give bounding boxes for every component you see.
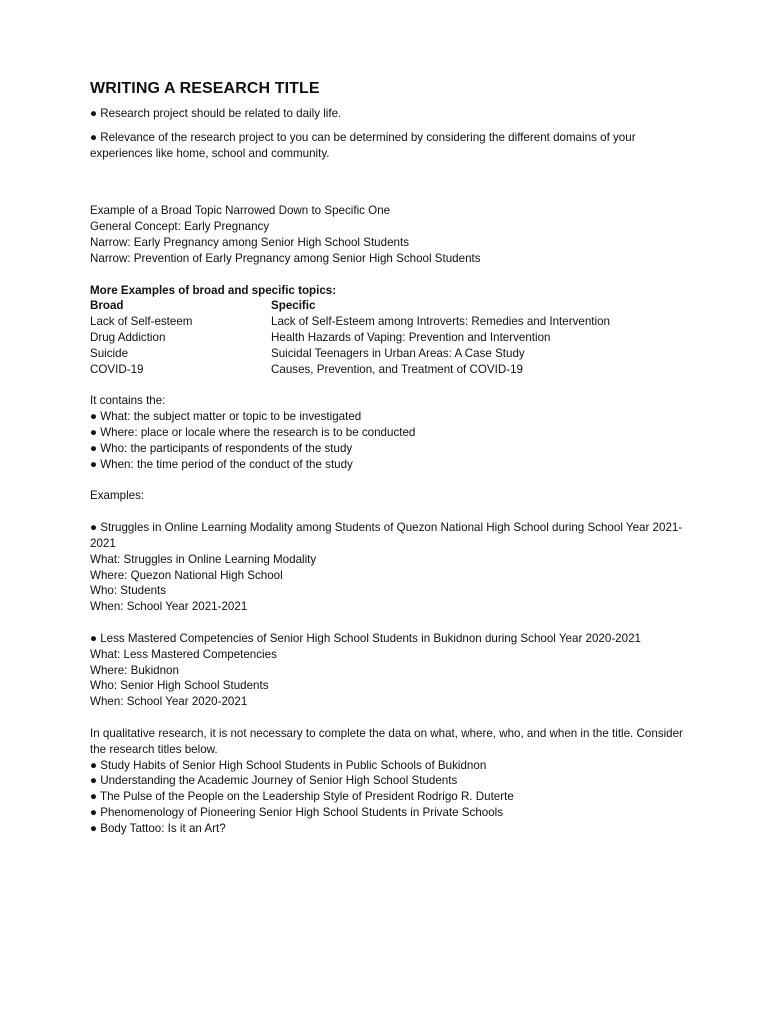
document-page (90, 78, 690, 836)
contains-line: ● What: the subject matter or topic to be investigated (90, 410, 362, 424)
example-line: ● Struggles in Online Learning Modality among Students of Quezon National High School during School Year 2021-2021 (90, 521, 683, 550)
contains-line: ● Where: place or locale where the research is to be conducted (90, 425, 416, 439)
specific-cell: Suicidal Teenagers in Urban Areas: A Case Study (271, 346, 525, 360)
broad-cell: Lack of Self-esteem (90, 315, 193, 329)
topics-header-row (90, 298, 690, 314)
examples-label: Examples: (90, 489, 145, 503)
intro-bullet: ● Research project should be related to daily life. (90, 107, 342, 120)
narrowing-line: General Concept: Early Pregnancy (90, 220, 270, 234)
example-line: Who: Senior High School Students (90, 679, 269, 693)
column-header-broad: Broad (90, 299, 124, 313)
narrowing-line: Narrow: Early Pregnancy among Senior High School Students (90, 235, 409, 249)
qualitative-line: ● Understanding the Academic Journey of Senior High School Students (90, 774, 458, 788)
example-line: What: Less Mastered Competencies (90, 647, 277, 661)
document-title: WRITING A RESEARCH TITLE (90, 80, 320, 97)
example-line: When: School Year 2020-2021 (90, 695, 248, 709)
example-line: ● Less Mastered Competencies of Senior High School Students in Bukidnon during School Year 2020-2021 (90, 631, 641, 645)
broad-cell: Suicide (90, 346, 129, 360)
specific-cell: Lack of Self-Esteem among Introverts: Remedies and Intervention (271, 315, 610, 329)
qualitative-line: ● Study Habits of Senior High School Students in Public Schools of Bukidnon (90, 758, 487, 772)
broad-cell: Drug Addiction (90, 330, 166, 344)
topics-heading: More Examples of broad and specific topics: (90, 283, 337, 297)
example-line: Where: Quezon National High School (90, 568, 283, 582)
specific-cell: Causes, Prevention, and Treatment of COVID-19 (271, 362, 523, 376)
contains-line: ● Who: the participants of respondents of the study (90, 441, 353, 455)
topics-row (90, 314, 690, 330)
qualitative-line: ● The Pulse of the People on the Leadership Style of President Rodrigo R. Duterte (90, 790, 514, 804)
topics-row (90, 346, 690, 362)
contains-line: ● When: the time period of the conduct of the study (90, 457, 353, 471)
qualitative-line: In qualitative research, it is not necessary to complete the data on what, where, who, and when in the title. Consider the research titles below. (90, 726, 683, 756)
example-line: When: School Year 2021-2021 (90, 600, 248, 614)
contains-line: It contains the: (90, 394, 166, 408)
intro-bullet: ● Relevance of the research project to you can be determined by considering the different domains of your experiences like home, school and community. (90, 130, 636, 160)
narrowing-line: Example of a Broad Topic Narrowed Down to Specific One (90, 204, 391, 218)
topics-row (90, 330, 690, 346)
topics-row (90, 362, 690, 378)
example-line: Who: Students (90, 584, 167, 598)
column-header-specific: Specific (271, 299, 316, 313)
broad-cell: COVID-19 (90, 362, 144, 376)
qualitative-line: ● Phenomenology of Pioneering Senior High School Students in Private Schools (90, 805, 504, 819)
narrowing-line: Narrow: Prevention of Early Pregnancy among Senior High School Students (90, 251, 481, 265)
qualitative-line: ● Body Tattoo: Is it an Art? (90, 821, 226, 835)
example-line: Where: Bukidnon (90, 663, 179, 677)
specific-cell: Health Hazards of Vaping: Prevention and Intervention (271, 330, 551, 344)
example-line: What: Struggles in Online Learning Modality (90, 552, 317, 566)
